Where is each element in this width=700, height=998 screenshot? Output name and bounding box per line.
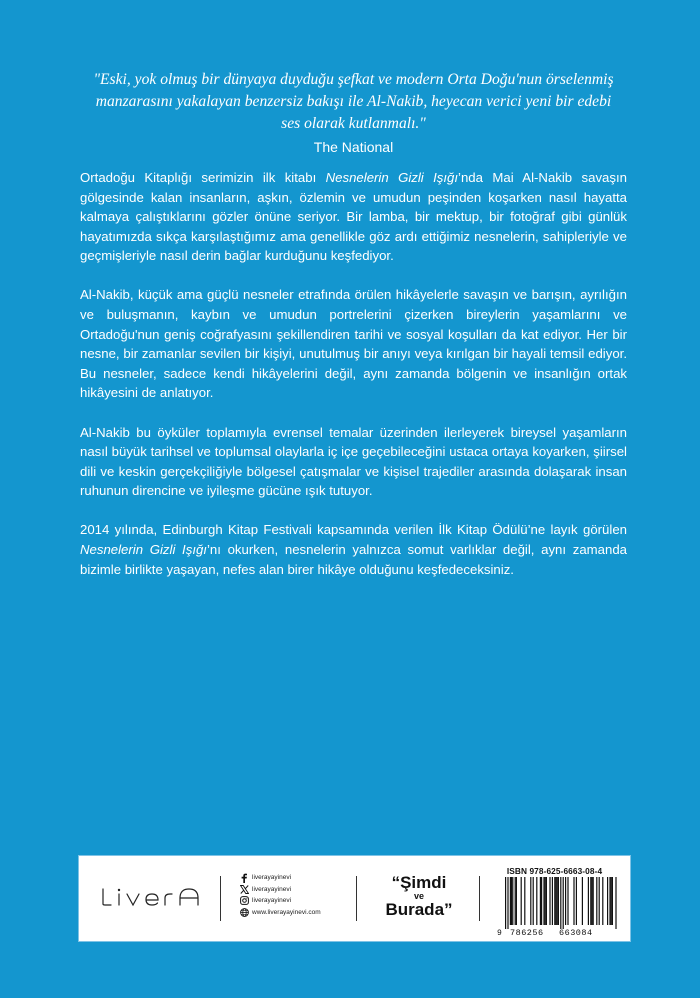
livera-logo-icon — [100, 885, 208, 907]
barcode-bar — [576, 877, 577, 925]
divider — [220, 876, 221, 921]
quote-line: manzarasını yakalayan benzersiz bakışı ile Al-Nakib, heyecan verici yeni bir edebi — [95, 93, 612, 110]
review-quote — [80, 69, 627, 157]
quote-line: "Eski, yok olmuş bir dünyaya duyduğu şefkat ve modern Orta Doğu'nun örselenmiş — [93, 71, 614, 88]
divider — [356, 876, 357, 921]
barcode-bar — [573, 877, 574, 925]
x-icon — [239, 884, 249, 894]
instagram-icon — [239, 896, 249, 906]
publisher-footer — [79, 856, 630, 941]
barcode-bar — [563, 877, 564, 929]
barcode-digits-left: 786256 — [510, 928, 544, 937]
barcode-bar — [590, 877, 591, 925]
social-handle: liverayayinevi — [252, 897, 292, 905]
quote-text — [80, 69, 627, 135]
series-slogan — [369, 874, 469, 918]
social-instagram[interactable] — [239, 895, 321, 907]
quote-line: ses olarak kutlanmalı." — [281, 115, 426, 132]
description-paragraph — [80, 168, 627, 266]
isbn-label: ISBN 978-625-6663-08-4 — [506, 866, 603, 876]
barcode-bar — [599, 877, 600, 925]
paragraph-text: Al-Nakib bu öyküler toplamıyla evrensel temalar üzerinden ilerleyerek bireysel yaşamların nasıl büyük tarihsel ve toplumsal olaylarla iç içe geçebileceğini ustaca ortaya koyarken, şiirsel dili ve keskin gerçekçiliğiyle bölgesel çatışmalar ve kişisel trajediler arasında dolaşarak insan ruhunun direncine ve iyileşme gücüne ışık tutuyor. — [80, 424, 627, 499]
social-facebook[interactable] — [239, 872, 321, 884]
slogan-line: ve — [413, 891, 424, 901]
barcode-bar — [555, 877, 556, 925]
barcode-bar — [505, 877, 506, 929]
barcode-bar — [611, 877, 612, 925]
barcode-bar — [530, 877, 531, 925]
slogan-line: Burada” — [385, 900, 453, 919]
barcode-bar — [615, 877, 616, 929]
social-handle: www.liverayayinevi.com — [252, 908, 321, 916]
barcode-bar — [507, 877, 508, 929]
barcode-bar — [516, 877, 517, 925]
paragraph-text: 2014 yılında, Edinburgh Kitap Festivali kapsamında verilen İlk Kitap Ödülü’ne layık görülen — [80, 522, 627, 538]
social-website[interactable] — [239, 907, 321, 919]
social-x[interactable] — [239, 884, 321, 896]
barcode-bar — [582, 877, 583, 925]
barcode-bar — [524, 877, 525, 925]
barcode-bar — [591, 877, 592, 925]
slogan-line: “Şimdi — [391, 873, 447, 892]
barcode-bar — [545, 877, 546, 925]
paragraph-text: Al-Nakib, küçük ama güçlü nesneler etrafında örülen hikâyelerle savaşın ve barışın, ayrılığın ve buluşmanın, kaybın ve umudun portrelerini çizerken bireylerin yaşamlarını ve Ortadoğu'nun geniş coğrafyasını şekillendiren tarihi ve sosyal koşulları da kat ediyor. Her bir nesne, bir zamanlar sevilen bir kişiyi, unutulmuş bir anıyı veya kırılgan bir hayali temsil ediyor. Bu nesneler, sadece kendi hikâyelerini değil, aynı zamanda bölgenin ve insanlığın ortak hikâyesini de anlatıyor. — [80, 287, 627, 401]
barcode-bar — [565, 877, 566, 925]
barcode-bar — [609, 877, 610, 925]
paragraph-text: Ortadoğu Kitaplığı serimizin ilk kitabı — [80, 170, 326, 185]
barcode-bar — [515, 877, 516, 925]
description-paragraph — [80, 423, 627, 501]
social-handle: liverayayinevi — [252, 874, 292, 882]
barcode-bar — [596, 877, 597, 925]
book-title-italic: Nesnelerin Gizli Işığı — [325, 170, 459, 185]
barcode-bar — [540, 877, 541, 925]
barcode-digits-right: 663084 — [559, 928, 593, 937]
barcode-digit-first: 9 — [497, 929, 502, 937]
barcode-bar — [549, 877, 550, 925]
barcode-bar — [602, 877, 603, 925]
publisher-logo — [100, 885, 208, 912]
barcode-bar — [560, 877, 561, 929]
paragraph-text: ’nda Mai Al-Nakib savaşın gölgesinde kalan insanların, aşkın, özlemin ve umudun peşinden koşarken nasıl hayatta kalmaya çalıştıklarını gözler önüne seriyor. Bir lamba, bir mektup, bir fotoğraf gibi günlük hayatımızda sıkça karşılaştığımız ama genellikle göz ardı ettiğimiz nesnelerin, sahipleriyle ve geçmişleriyle nasıl derin bağlar kurduğunu keşfediyor. — [80, 170, 627, 264]
barcode-bar — [543, 877, 544, 925]
book-description — [80, 168, 627, 599]
barcode-bar — [546, 877, 547, 925]
barcode-bar — [521, 877, 522, 925]
social-handle: liverayayinevi — [252, 885, 292, 893]
barcode-bar — [511, 877, 512, 925]
barcode-bar — [536, 877, 537, 925]
barcode-bar — [541, 877, 542, 925]
barcode-bar — [612, 877, 613, 925]
barcode-bar — [567, 877, 568, 925]
quote-source: The National — [313, 139, 394, 155]
barcode-bar — [533, 877, 534, 925]
facebook-icon — [239, 873, 249, 883]
barcode-bar — [557, 877, 558, 925]
barcode-icon — [492, 877, 617, 937]
barcode-bar — [510, 877, 511, 925]
book-title-italic: Nesnelerin Gizli Işığı — [80, 542, 207, 557]
barcode-bar — [593, 877, 594, 925]
isbn-block — [492, 866, 617, 937]
barcode-bar — [512, 877, 513, 925]
barcode-bar — [558, 877, 559, 925]
description-paragraph — [80, 520, 627, 579]
barcode-bar — [588, 877, 589, 925]
description-paragraph — [80, 285, 627, 403]
paragraph-text: ’nı okurken, nesnelerin yalnızca somut varlıklar değil, aynı zamanda bizimle birlikte yaşayan, nefes alan birer hikâye olduğunu keşfedeceksiniz. — [80, 542, 627, 577]
globe-icon — [239, 907, 249, 917]
social-links — [239, 872, 321, 918]
divider — [479, 876, 480, 921]
barcode-bar — [607, 877, 608, 925]
barcode-bar — [552, 877, 553, 925]
barcode-bar — [554, 877, 555, 925]
